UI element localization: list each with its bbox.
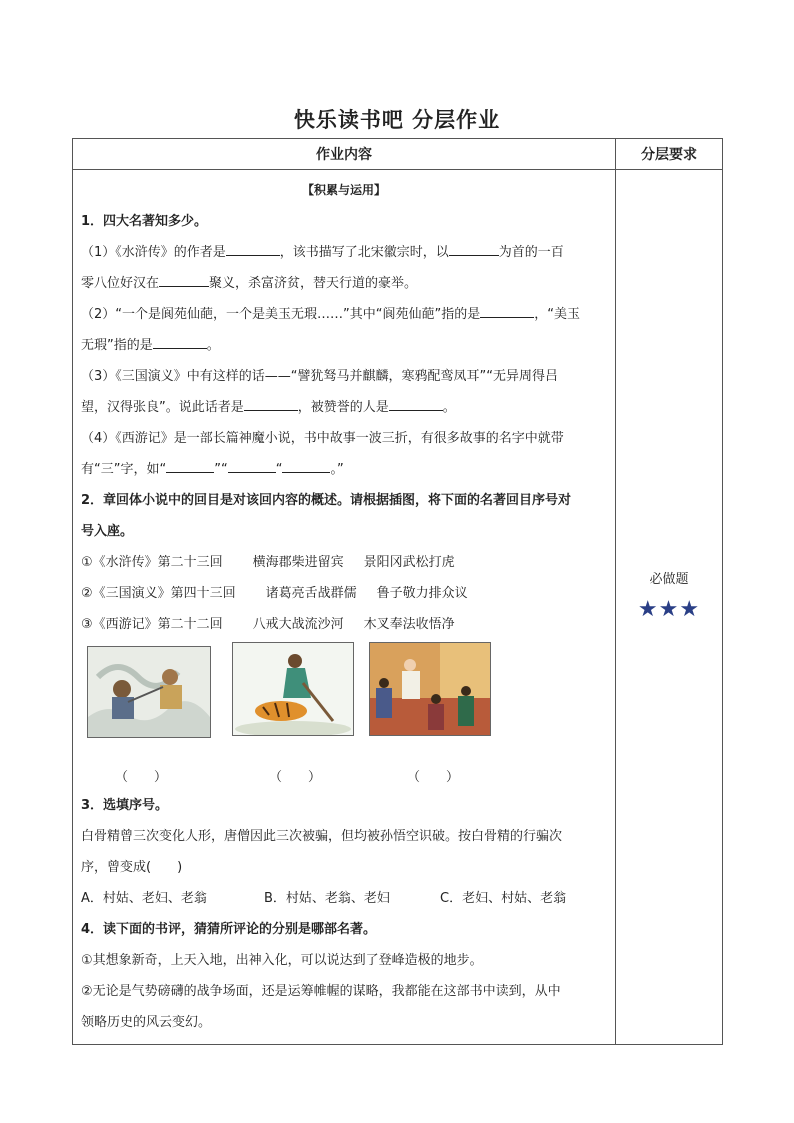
text: ，“美玉 <box>534 307 580 322</box>
answer-parens <box>81 766 607 790</box>
illustration-wusong-tiger <box>232 642 354 736</box>
option-b[interactable]: B．村姑、老翁、老妇 <box>264 891 390 906</box>
answer-blank[interactable] <box>166 459 214 473</box>
q3-heading: 3．选填序号。 <box>81 798 169 813</box>
q4-review-2-line1: ②无论是气势磅礴的战争场面，还是运筹帷幄的谋略，我都能在这部书中读到，从中 <box>81 984 561 999</box>
illustrations <box>81 646 607 766</box>
answer-blank[interactable] <box>389 397 443 411</box>
q2-item-1 <box>81 547 607 578</box>
chapter-title: 木叉奉法收悟净 <box>363 617 455 632</box>
text: 聚义，杀富济贫，替天行道的豪举。 <box>209 276 418 291</box>
section-heading: 【积累与运用】 <box>301 183 386 197</box>
chapter-title: 景阳冈武松打虎 <box>363 555 455 570</box>
content-cell <box>73 170 616 1045</box>
chapter-title: 鲁子敬力排众议 <box>376 586 468 601</box>
q3-options <box>81 883 607 914</box>
answer-blank[interactable] <box>153 335 207 349</box>
q1-part1-line1 <box>81 237 607 268</box>
header-content: 作业内容 <box>73 139 616 170</box>
q2-heading-line2: 号入座。 <box>81 524 134 539</box>
text: （1）《水浒传》的作者是 <box>81 245 226 260</box>
q4-review-2-line2: 领略历史的风云变幻。 <box>81 1015 212 1030</box>
q1-part3-line1: （3）《三国演义》中有这样的话——“譬犹驽马并麒麟，寒鸦配鸾凤耳”“无异周得吕 <box>81 369 558 384</box>
text: 。” <box>330 462 344 477</box>
answer-blank[interactable] <box>228 459 276 473</box>
answer-blank[interactable] <box>282 459 330 473</box>
tiger-image <box>233 643 353 735</box>
answer-paren-2[interactable]: （ ） <box>269 770 322 785</box>
text: ”“ <box>214 462 228 477</box>
q1-heading: 1．四大名著知多少。 <box>81 214 208 229</box>
text: 。 <box>442 400 456 415</box>
required-label: 必做题 <box>649 572 689 587</box>
q3-text-line2: 序，曾变成( ) <box>81 860 183 875</box>
q1-part2-line1 <box>81 299 607 330</box>
battle-image <box>88 647 210 737</box>
text: ，该书描写了北宋徽宗时，以 <box>279 245 449 260</box>
answer-paren-1[interactable]: （ ） <box>115 770 168 785</box>
q1-part1-line2 <box>81 268 607 299</box>
text: 有“三”字，如“ <box>81 462 167 477</box>
text: 望，汉得张良”。说此话者是 <box>81 400 244 415</box>
q3-text-line1: 白骨精曾三次变化人形，唐僧因此三次被骗，但均被孙悟空识破。按白骨精的行骗次 <box>81 829 563 844</box>
answer-blank[interactable] <box>480 304 534 318</box>
star-rating: ★★★ <box>637 597 701 622</box>
header-level: 分层要求 <box>616 139 723 170</box>
chapter-title: 横海郡柴进留宾 <box>252 555 344 570</box>
q4-heading: 4．读下面的书评，猜猜所评论的分别是哪部名著。 <box>81 922 377 937</box>
book-chapter: ②《三国演义》第四十三回 <box>81 586 236 601</box>
option-c[interactable]: C．老妇、村姑、老翁 <box>440 891 567 906</box>
text: 为首的一百 <box>498 245 564 260</box>
page-title: 快乐读书吧 分层作业 <box>293 108 501 132</box>
q2-item-3 <box>81 609 607 640</box>
book-chapter: ①《水浒传》第二十三回 <box>81 555 223 570</box>
chapter-title: 诸葛亮舌战群儒 <box>265 586 357 601</box>
q1-part2-line2 <box>81 330 607 361</box>
q1-part4-line2 <box>81 454 607 485</box>
answer-blank[interactable] <box>159 273 209 287</box>
q4-review-1: ①其想象新奇，上天入地，出神入化，可以说达到了登峰造极的地步。 <box>81 953 483 968</box>
debate-image <box>370 643 490 735</box>
answer-paren-3[interactable]: （ ） <box>407 770 460 785</box>
option-a[interactable]: A．村姑、老妇、老翁 <box>81 891 207 906</box>
answer-blank[interactable] <box>244 397 298 411</box>
homework-table <box>72 138 723 1045</box>
q1-part4-line1: （4）《西游记》是一部长篇神魔小说，书中故事一波三折，有很多故事的名字中就带 <box>81 431 564 446</box>
text: （2）“一个是阆苑仙葩，一个是美玉无瑕……”其中“阆苑仙葩”指的是 <box>81 307 481 322</box>
illustration-zhuge-debate <box>369 642 491 736</box>
text: 零八位好汉在 <box>81 276 160 291</box>
book-chapter: ③《西游记》第二十二回 <box>81 617 223 632</box>
answer-blank[interactable] <box>449 242 499 256</box>
answer-blank[interactable] <box>226 242 280 256</box>
q1-part3-line2 <box>81 392 607 423</box>
illustration-sandy-river-battle <box>87 646 211 738</box>
q2-item-2 <box>81 578 607 609</box>
text: “ <box>275 462 283 477</box>
text: ，被赞誉的人是 <box>297 400 389 415</box>
q2-heading-line1: 2．章回体小说中的回目是对该回内容的概述。请根据插图，将下面的名著回目序号对 <box>81 493 572 508</box>
text: 无瑕”指的是 <box>81 338 153 353</box>
text: 。 <box>206 338 220 353</box>
chapter-title: 八戒大战流沙河 <box>252 617 344 632</box>
level-cell <box>616 170 723 1045</box>
